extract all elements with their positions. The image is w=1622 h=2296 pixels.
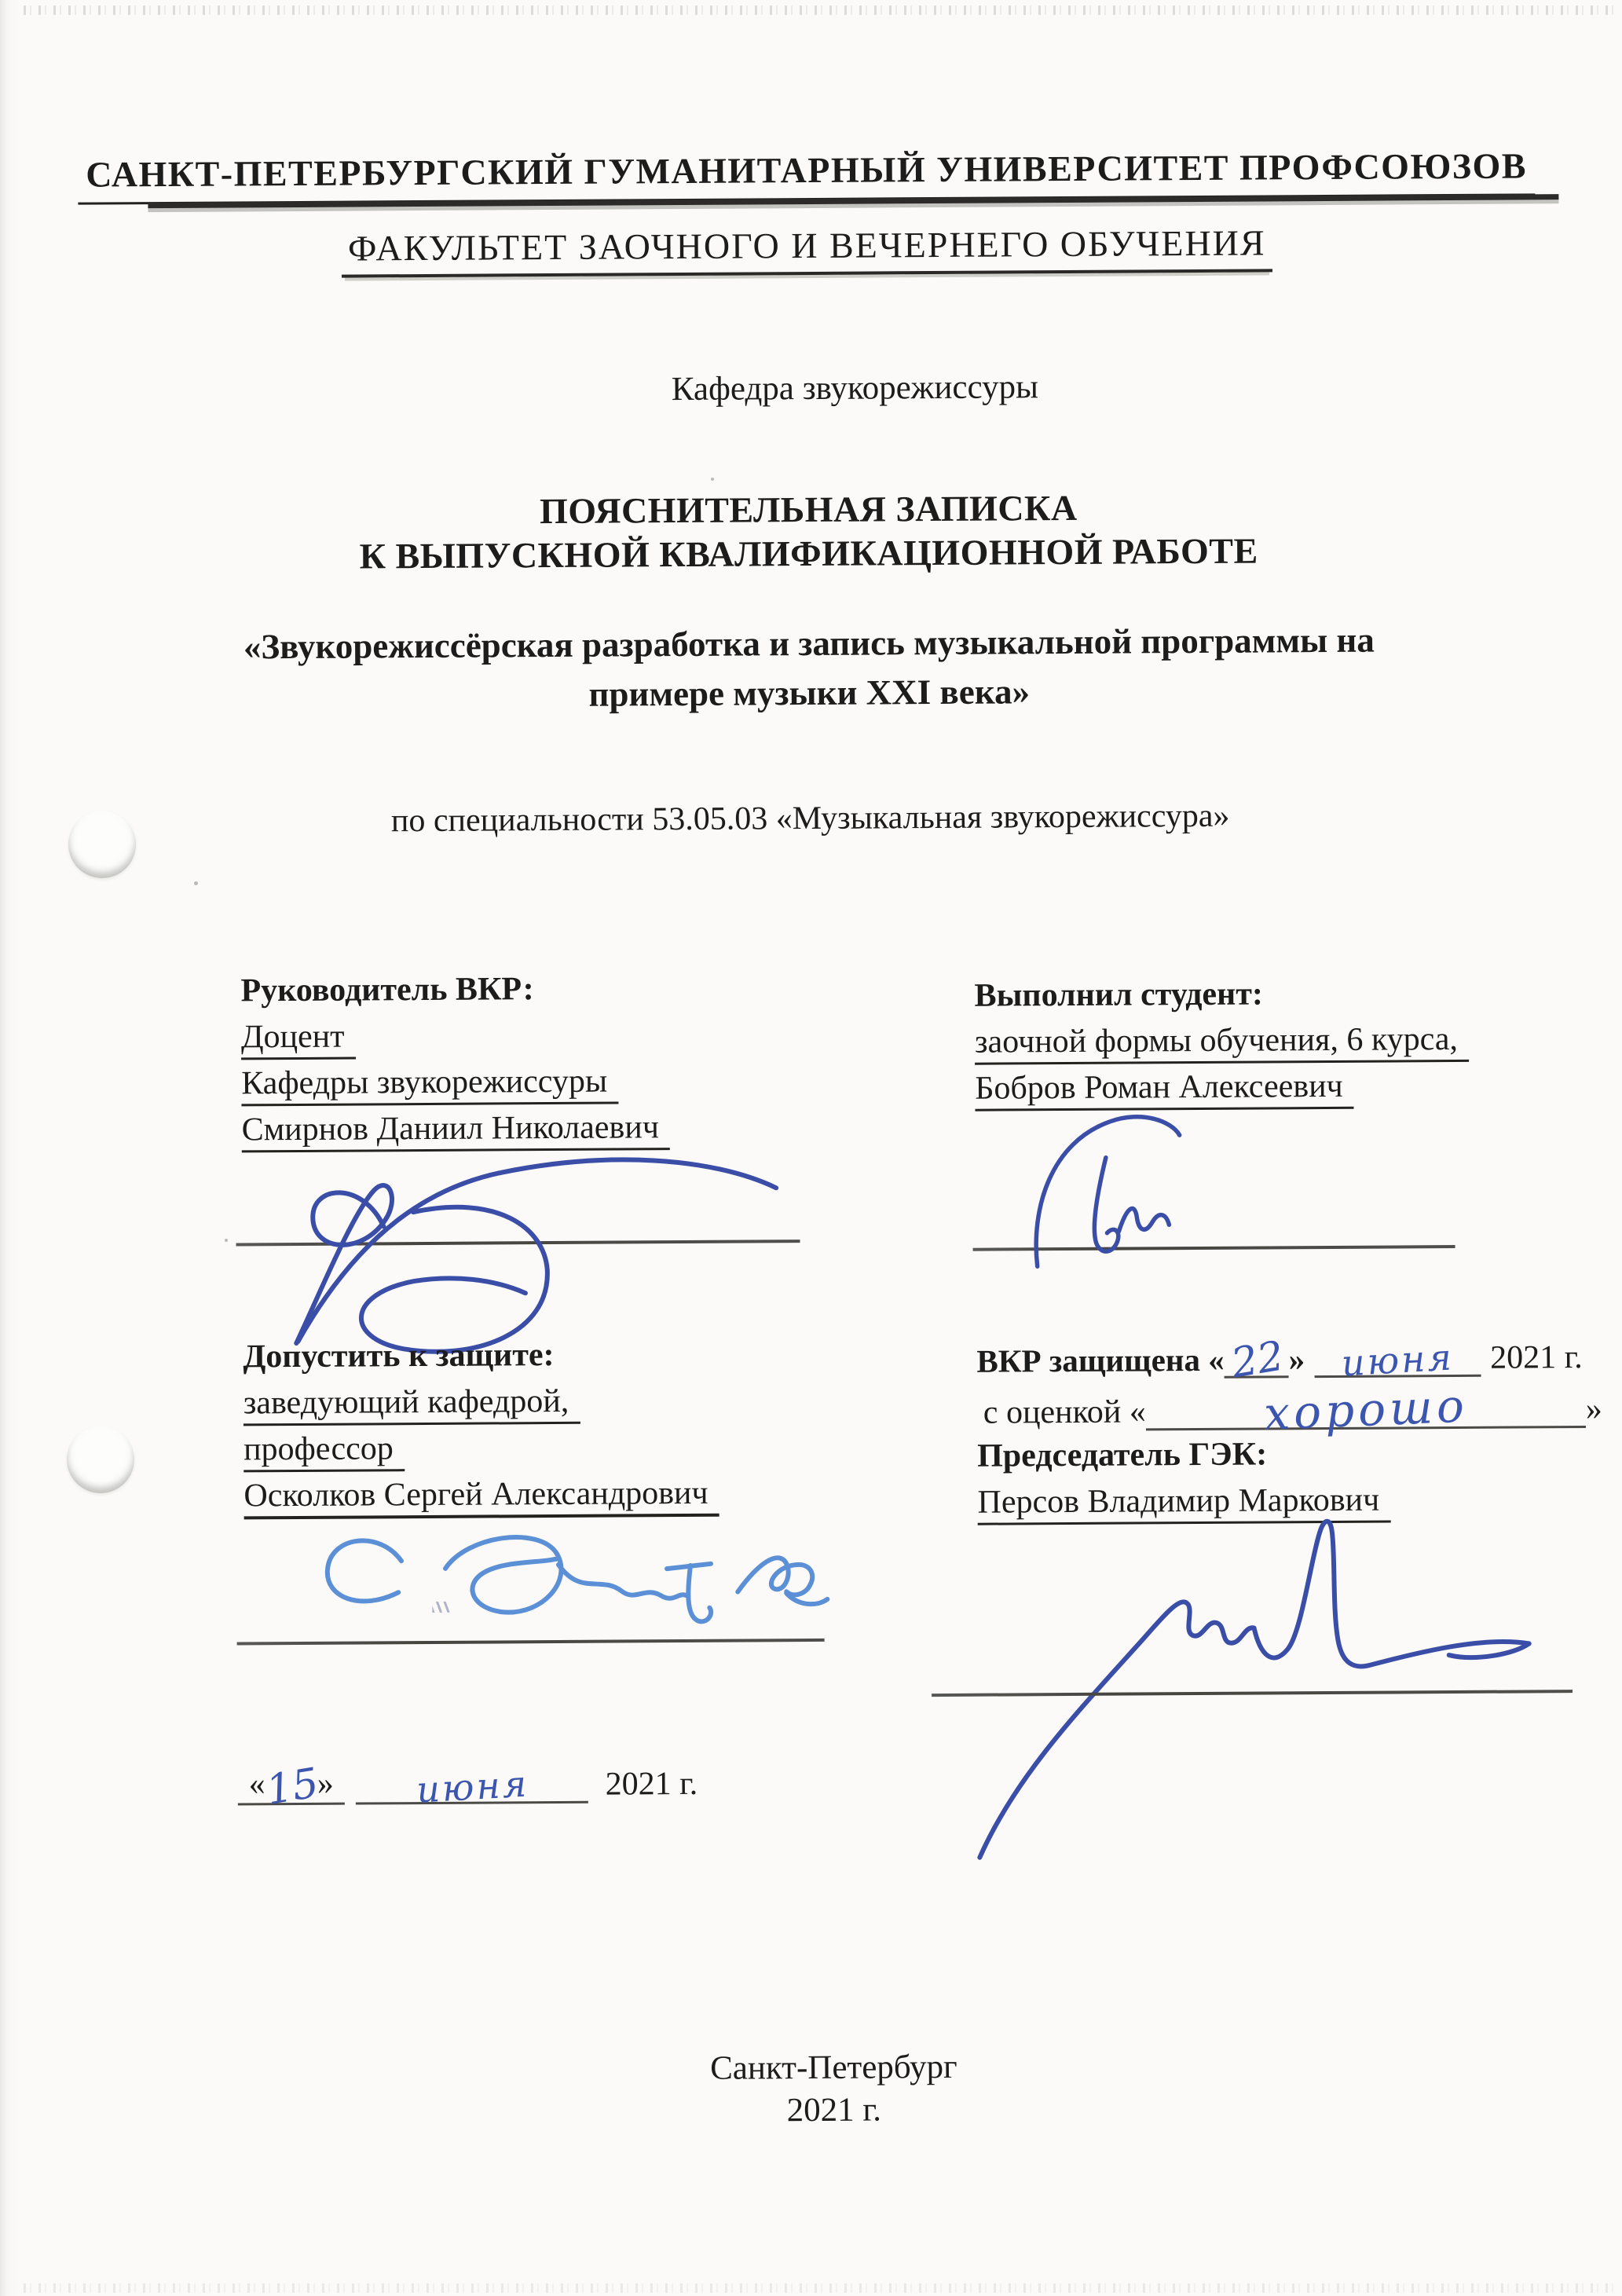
footer-city: Санкт-Петербург [709,2048,957,2087]
admission-position2: профессор [243,1430,405,1472]
admission-date-month-handwritten: июня [415,1762,530,1811]
student-name: Бобров Роман Алексеевич [975,1067,1354,1111]
department-name: Кафедра звукорежиссуры [671,368,1039,408]
student-block [974,970,1469,1112]
chairman-block [977,1431,1390,1526]
supervisor-department: Кафедры звукорежиссуры [241,1063,618,1107]
admission-date-month-slot [356,1759,588,1811]
defense-label: ВКР защищена « [976,1341,1225,1379]
admission-name: Осколков Сергей Александрович [243,1474,719,1520]
grade-close-quote: » [1585,1390,1602,1427]
defense-close-quote: » [1288,1341,1305,1378]
admission-label: Допустить к защите: [243,1337,555,1375]
admission-date-day-slot [237,1756,344,1814]
doc-type-line2: К ВЫПУСКНОЙ КВАЛИФИКАЦИОННОЙ РАБОТЕ [359,530,1258,577]
close-quote: » [317,1765,334,1802]
grade-handwritten: хорошо [1263,1379,1470,1441]
ink-ditto-mark [432,1602,449,1613]
student-info: заочной формы обучения, 6 курса, [975,1020,1469,1065]
open-quote: « [248,1766,265,1803]
defense-grade-row [983,1367,1602,1441]
supervisor-label: Руководитель ВКР: [240,971,534,1009]
faculty-name: ФАКУЛЬТЕТ ЗАОЧНОГО И ВЕЧЕРНЕГО ОБУЧЕНИЯ [0,220,1618,280]
admission-date-day-handwritten: 15 [262,1759,322,1814]
grade-slot [1146,1372,1586,1441]
admission-date [237,1735,698,1814]
admission-date-year: 2021 г. [605,1765,698,1803]
doc-type-line1: ПОЯСНИТЕЛЬНАЯ ЗАПИСКА [539,487,1078,532]
university-name: САНКТ-ПЕТЕРБУРГСКИЙ ГУМАНИТАРНЫЙ УНИВЕРСИТЕТ ПРОФСОЮЗОВ [0,145,1617,206]
chairman-name: Персов Владимир Маркович [977,1481,1390,1525]
admission-block [243,1331,719,1520]
defense-month-handwritten: июня [1340,1335,1455,1385]
student-signature [1009,1111,1229,1270]
specialty-line: по специальности 53.05.03 «Музыкальная звукорежиссура» [390,797,1230,840]
defense-year: 2021 г. [1490,1339,1583,1376]
supervisor-position: Доцент [241,1018,356,1060]
thesis-title: «Звукорежиссёрская разработка и запись музыкальной программы на примере музыки XXI века» [243,620,1375,714]
supervisor-block [240,965,670,1153]
chairman-label: Председатель ГЭК: [977,1436,1268,1474]
student-label: Выполнил студент: [974,976,1264,1014]
admission-position1: заведующий кафедрой, [243,1382,580,1426]
grade-label: с оценкой « [983,1393,1146,1431]
defense-day-handwritten: 22 [1228,1332,1287,1388]
supervisor-name: Смирнов Даниил Николаевич [241,1108,670,1152]
footer-year: 2021 г. [786,2091,882,2129]
